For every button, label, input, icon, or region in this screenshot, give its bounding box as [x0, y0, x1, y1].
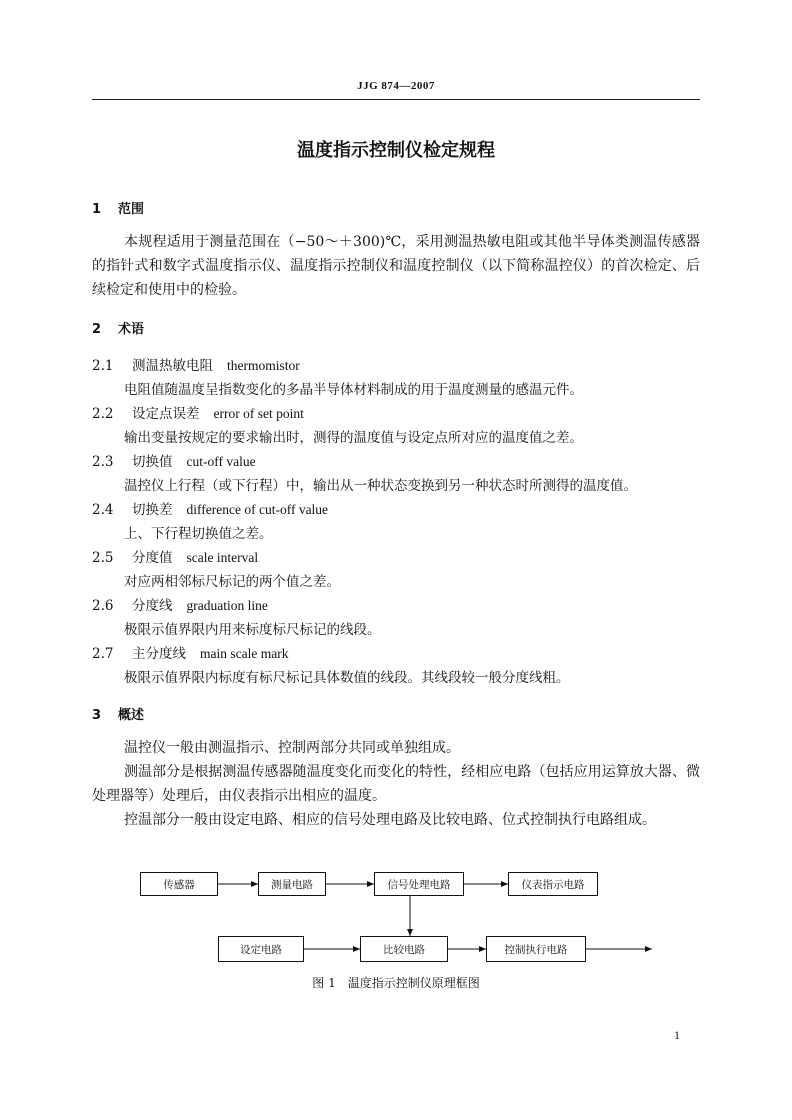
term-english: main scale mark — [200, 646, 289, 661]
block-display-circuit: 仪表指示电路 — [508, 872, 598, 896]
section-1-heading — [92, 198, 144, 217]
section-3-paragraph-1: 温控仪一般由测温指示、控制两部分共同或单独组成。 — [124, 740, 460, 756]
block-control-actuator: 控制执行电路 — [486, 936, 586, 962]
term-2-4-definition: 上、下行程切换值之差。 — [124, 526, 273, 542]
term-number: 2.1 — [92, 358, 114, 374]
section-3-title: 概述 — [118, 708, 145, 723]
block-sensor: 传感器 — [140, 872, 218, 896]
term-chinese: 主分度线 — [132, 646, 186, 662]
term-number: 2.4 — [92, 502, 114, 518]
section-1-title: 范围 — [118, 202, 145, 217]
term-chinese: 测温热敏电阻 — [132, 358, 213, 374]
block-compare-circuit: 比较电路 — [360, 936, 448, 962]
section-3-heading — [92, 704, 144, 723]
term-chinese: 分度值 — [132, 550, 173, 566]
term-2-1-definition: 电阻值随温度呈指数变化的多晶半导体材料制成的用于温度测量的感温元件。 — [124, 382, 583, 398]
section-1-number: 1 — [92, 202, 102, 217]
term-number: 2.5 — [92, 550, 114, 566]
document-title: 温度指示控制仪检定规程 — [297, 140, 495, 161]
block-signal-processing: 信号处理电路 — [374, 872, 464, 896]
running-header: JJG 874—2007 — [357, 80, 435, 92]
term-2-2-definition: 输出变量按规定的要求输出时，测得的温度值与设定点所对应的温度值之差。 — [124, 430, 583, 446]
term-2-7-definition: 极限示值界限内标度有标尺标记具体数值的线段。其线段较一般分度线粗。 — [124, 670, 570, 686]
term-2-1 — [92, 354, 300, 374]
term-2-3 — [92, 450, 256, 470]
term-chinese: 分度线 — [132, 598, 173, 614]
term-2-5 — [92, 546, 258, 566]
term-2-7 — [92, 642, 288, 662]
section-1-paragraph: 本规程适用于测量范围在（−50～＋300)℃，采用测温热敏电阻或其他半导体类测温传感器的指针式和数字式温度指示仪、温度指示控制仪和温度控制仪（以下简称温控仪）的首次检定、后续检定和使用中的检验。 — [92, 234, 700, 298]
term-english: graduation line — [186, 598, 268, 613]
block-measure-circuit: 测量电路 — [258, 872, 326, 896]
term-english: error of set point — [213, 406, 304, 421]
term-number: 2.6 — [92, 598, 114, 614]
section-2-title: 术语 — [118, 322, 145, 337]
term-2-4 — [92, 498, 328, 518]
term-2-6 — [92, 594, 268, 614]
section-2-number: 2 — [92, 322, 102, 337]
term-2-5-definition: 对应两相邻标尺标记的两个值之差。 — [124, 574, 340, 590]
block-diagram — [120, 860, 680, 960]
term-english: difference of cut-off value — [186, 502, 329, 517]
section-3-paragraph-3: 控温部分一般由设定电路、相应的信号处理电路及比较电路、位式控制执行电路组成。 — [124, 812, 656, 828]
term-english: scale interval — [186, 550, 259, 565]
term-number: 2.7 — [92, 646, 114, 662]
term-chinese: 切换差 — [132, 502, 173, 518]
page-number: 1 — [674, 1028, 680, 1042]
term-2-3-definition: 温控仪上行程（或下行程）中，输出从一种状态变换到另一种状态时所测得的温度值。 — [124, 478, 637, 494]
term-number: 2.3 — [92, 454, 114, 470]
term-2-2 — [92, 402, 304, 422]
section-3-number: 3 — [92, 708, 102, 723]
term-english: thermomistor — [227, 358, 300, 373]
figure-caption: 图 1 温度指示控制仪原理框图 — [312, 976, 480, 990]
section-3-paragraph-2: 测温部分是根据测温传感器随温度变化而变化的特性，经相应电路（包括应用运算放大器、微处理器等）处理后，由仪表指示出相应的温度。 — [92, 764, 700, 804]
term-2-6-definition: 极限示值界限内用来标度标尺标记的线段。 — [124, 622, 381, 638]
term-number: 2.2 — [92, 406, 114, 422]
block-setpoint-circuit: 设定电路 — [218, 936, 304, 962]
header-rule — [92, 99, 700, 100]
term-chinese: 设定点误差 — [132, 406, 200, 422]
term-chinese: 切换值 — [132, 454, 173, 470]
term-english: cut-off value — [186, 454, 256, 469]
section-2-heading — [92, 318, 144, 337]
